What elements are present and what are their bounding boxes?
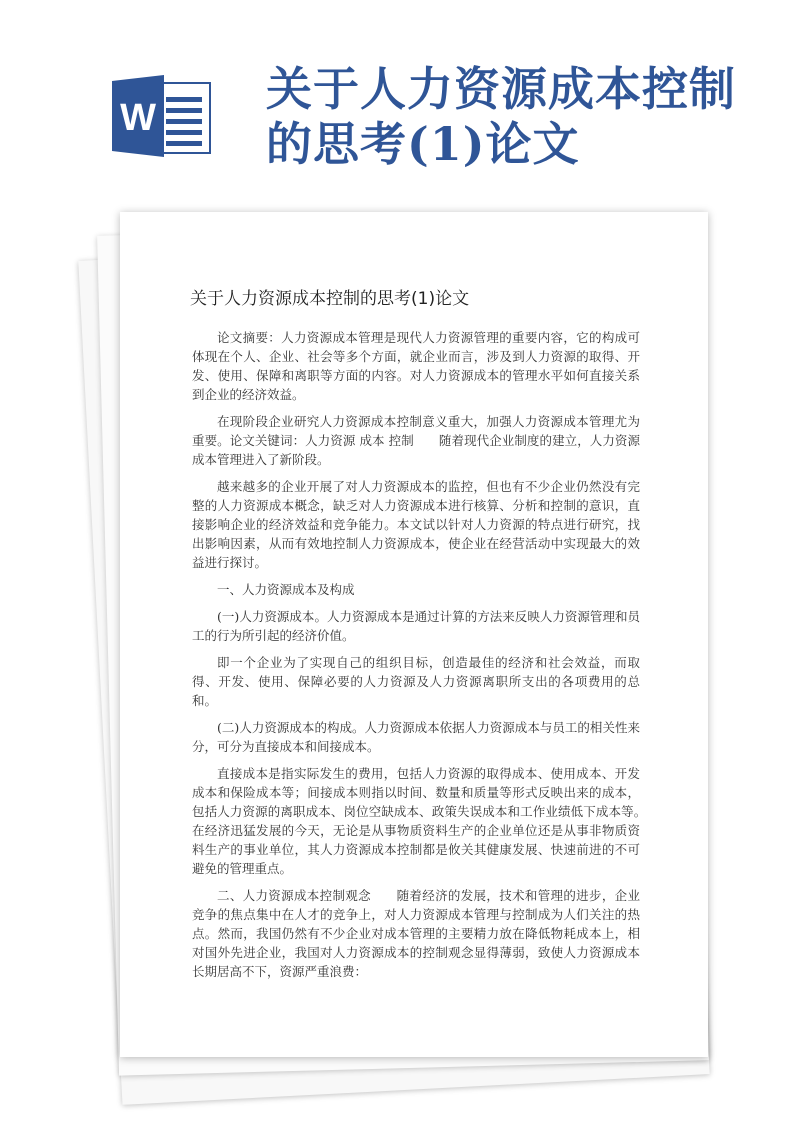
document-body [192, 328, 653, 989]
paragraph: 越来越多的企业开展了对人力资源成本的监控，但也有不少企业仍然没有完整的人力资源成本概念，缺乏对人力资源成本进行核算、分析和控制的意识，直接影响企业的经济效益和竞争能力。本文试以针对人力资源的特点进行研究，找出影响因素，从而有效地控制人力资源成本，使企业在经营活动中实现最大的效益进行探讨。 [192, 479, 640, 570]
paragraph: 直接成本是指实际发生的费用，包括人力资源的取得成本、使用成本、开发成本和保险成本等；间接成本则指以时间、数量和质量等形式反映出来的成本，包括人力资源的离职成本、岗位空缺成本、政策失误成本和工作业绩低下成本等。 在经济迅猛发展的今天，无论是从事物质资料生产的企业单位还是从事非物质资料生产的事业单位，其人力资源成本控制都是攸关其健康发展、快速前进的不可避免的管理重点。 [192, 766, 653, 876]
paragraph: (一)人力资源成本。人力资源成本是通过计算的方法来反映人力资源管理和员工的行为所引起的经济价值。 [192, 609, 640, 643]
section-heading: 一、人力资源成本及构成 [217, 582, 355, 597]
svg-text:W: W [120, 97, 156, 139]
paragraph: 在现阶段企业研究人力资源成本控制意义重大，加强人力资源成本管理尤为重要。论文关键词：人力资源 成本 控制 随着现代企业制度的建立，人力资源成本管理进入了新阶段。 [192, 414, 640, 467]
paragraph: 二、人力资源成本控制观念 随着经济的发展，技术和管理的进步，企业竞争的焦点集中在人才的竞争上，对人力资源成本管理与控制成为人们关注的热点。然而，我国仍然有不少企业对成本管理的主要精力放在降低物耗成本上，相对国外先进企业，我国对人力资源成本的控制观念显得薄弱，致使人力资源成本长期居高不下，资源严重浪费： [192, 888, 640, 979]
paragraph: 论文摘要：人力资源成本管理是现代人力资源管理的重要内容，它的构成可体现在个人、企业、社会等多个方面，就企业而言，涉及到人力资源的取得、开发、使用、保障和离职等方面的内容。对人力资源成本的管理水平如何直接关系到企业的经济效益。 [192, 330, 640, 402]
document-page [120, 212, 708, 1057]
header-title: 关于人力资源成本控制的思考(1)论文 [266, 62, 736, 171]
header-banner [0, 0, 800, 200]
paragraph: (二)人力资源成本的构成。人力资源成本依据人力资源成本与员工的相关性来分，可分为直接成本和间接成本。 [192, 720, 640, 754]
document-title: 关于人力资源成本控制的思考(1)论文 [190, 289, 470, 309]
paragraph: 即一个企业为了实现自己的组织目标，创造最佳的经济和社会效益，而取得、开发、使用、保障必要的人力资源及人力资源离职所支出的各项费用的总和。 [192, 655, 640, 708]
word-document-icon [112, 75, 212, 157]
